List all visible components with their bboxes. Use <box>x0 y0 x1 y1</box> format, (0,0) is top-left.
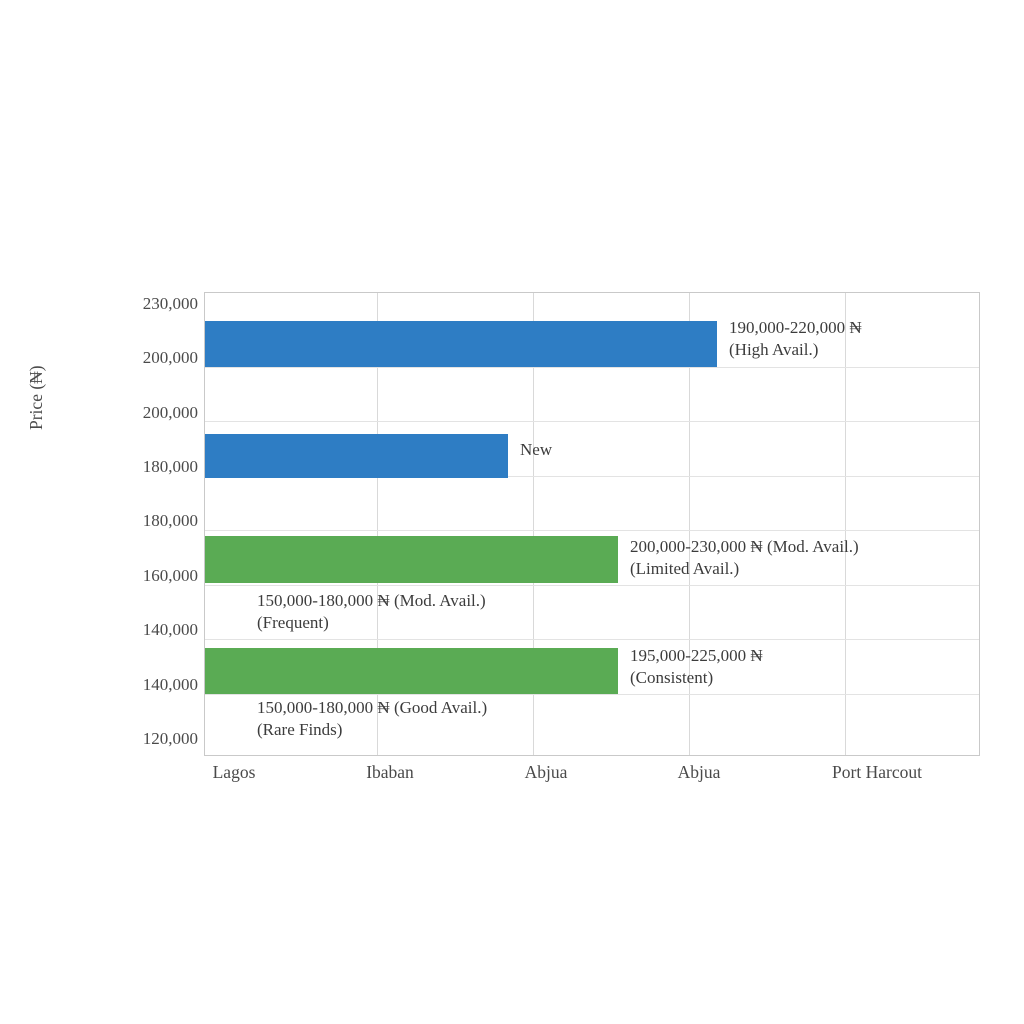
gridline-horizontal <box>205 421 979 422</box>
bar-label-ibaban-line1: New <box>520 440 553 459</box>
bar-abjua-1[interactable] <box>205 536 618 583</box>
bar-label-abjua-2-line1: 195,000-225,000 ₦ <box>630 646 763 665</box>
x-tick-abjua-2: Abjua <box>677 762 721 782</box>
bar-label-lagos-line1: 190,000-220,000 ₦ <box>729 318 862 337</box>
bar-label-lagos-line2: (High Avail.) <box>729 340 819 359</box>
y-tick-3: 180,000 <box>142 457 198 476</box>
gridline-horizontal <box>205 367 979 368</box>
bar-label-abjua-1-line2: (Limited Avail.) <box>630 559 740 578</box>
bar-lagos[interactable] <box>205 321 717 367</box>
x-tick-abjua-1: Abjua <box>524 762 568 782</box>
y-tick-8: 120,000 <box>142 729 198 748</box>
gridline-vertical <box>845 293 846 755</box>
bar-label-abjua-2-line2: (Consistent) <box>630 668 714 687</box>
x-tick-port-harcout: Port Harcout <box>832 762 922 782</box>
x-axis-tick-labels <box>204 762 980 802</box>
annotation-good-avail-line2: (Rare Finds) <box>257 720 343 739</box>
y-tick-0: 230,000 <box>142 294 198 313</box>
annotation-mod-avail-line2: (Frequent) <box>257 613 329 632</box>
annotation-mod-avail <box>257 590 486 634</box>
y-axis-tick-labels <box>104 292 198 756</box>
gridline-horizontal <box>205 694 979 695</box>
y-tick-1: 200,000 <box>142 348 198 367</box>
bar-ibaban[interactable] <box>205 434 508 478</box>
bar-label-ibaban <box>520 439 552 461</box>
annotation-good-avail <box>257 697 487 741</box>
bar-label-lagos <box>729 317 862 361</box>
bar-abjua-2[interactable] <box>205 648 618 694</box>
x-tick-ibaban: Ibaban <box>366 762 414 782</box>
y-axis-title: Price (₦) <box>26 365 46 430</box>
y-tick-4: 180,000 <box>142 511 198 530</box>
y-tick-5: 160,000 <box>142 566 198 585</box>
annotation-good-avail-line1: 150,000-180,000 ₦ (Good Avail.) <box>257 698 488 717</box>
x-tick-lagos: Lagos <box>212 762 256 782</box>
gridline-horizontal <box>205 639 979 640</box>
y-tick-2: 200,000 <box>142 403 198 422</box>
gridline-horizontal <box>205 530 979 531</box>
bar-label-abjua-2 <box>630 645 763 689</box>
plot-area <box>204 292 980 756</box>
y-tick-7: 140,000 <box>142 675 198 694</box>
gridline-horizontal <box>205 585 979 586</box>
bar-label-abjua-1 <box>630 536 859 580</box>
annotation-mod-avail-line1: 150,000-180,000 ₦ (Mod. Avail.) <box>257 591 486 610</box>
y-tick-6: 140,000 <box>142 620 198 639</box>
bar-label-abjua-1-line1: 200,000-230,000 ₦ (Mod. Avail.) <box>630 537 859 556</box>
